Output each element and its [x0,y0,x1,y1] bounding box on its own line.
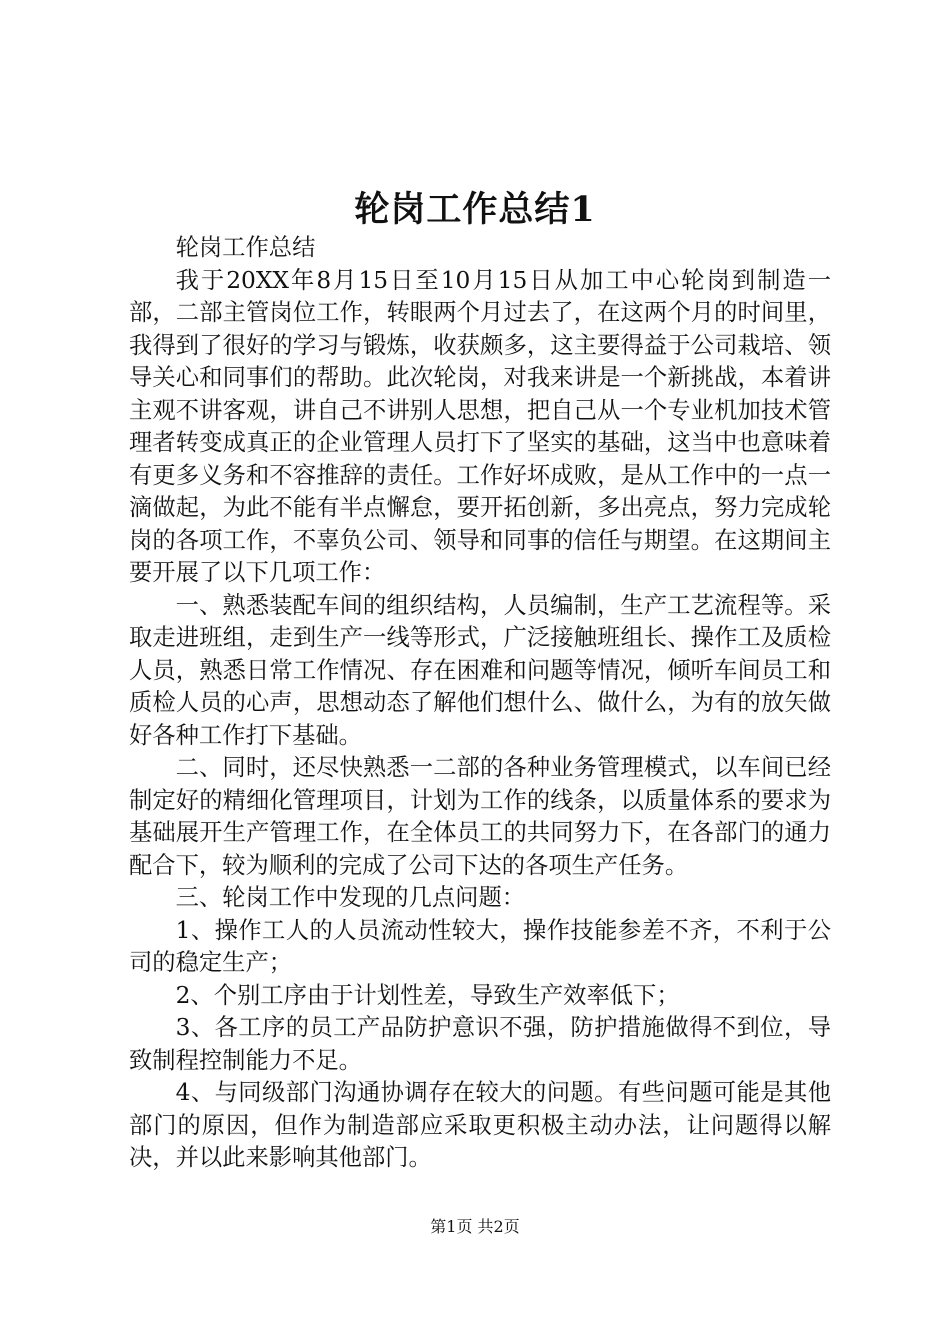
paragraph-issue-4: 4、与同级部门沟通协调存在较大的问题。有些问题可能是其他部门的原因，但作为制造部应采取更积极主动办法，让问题得以解决，并以此来影响其他部门。 [129,1079,831,1171]
paragraph-item-3: 三、轮岗工作中发现的几点问题： [175,884,526,911]
paragraph-heading: 轮岗工作总结 [175,234,316,261]
paragraph-issue-1: 1、操作工人的人员流动性较大，操作技能参差不齐，不利于公司的稳定生产； [129,916,831,976]
paragraph-item-1: 一、熟悉装配车间的组织结构，人员编制，生产工艺流程等。采取走进班组，走到生产一线等形式，广泛接触班组长、操作工及质检人员，熟悉日常工作情况、存在困难和问题等情况，倾听车间员工和质检人员的心声，思想动态了解他们想什么、做什么，为有的放矢做好各种工作打下基础。 [129,591,831,749]
paragraph-intro: 我于20XX年8月15日至10月15日从加工中心轮岗到制造一部，二部主管岗位工作，转眼两个月过去了，在这两个月的时间里，我得到了很好的学习与锻炼，收获颇多，这主要得益于公司栽培、领导关心和同事们的帮助。此次轮岗，对我来讲是一个新挑战，本着讲主观不讲客观，讲自己不讲别人思想，把自己从一个专业机加技术管理者转变成真正的企业管理人员打下了坚实的基础，这当中也意味着有更多义务和不容推辞的责任。工作好坏成败，是从工作中的一点一滴做起，为此不能有半点懈怠，要开拓创新，多出亮点，努力完成轮岗的各项工作，不辜负公司、领导和同事的信任与期望。在这期间主要开展了以下几项工作： [129,266,831,586]
paragraph-issue-2: 2、个别工序由于计划性差，导致生产效率低下； [175,981,680,1009]
page-footer: 第1页 共2页 [430,1217,520,1236]
document-title: 轮岗工作总结1 [354,189,596,230]
paragraph-issue-3: 3、各工序的员工产品防护意识不强，防护措施做得不到位，导致制程控制能力不足。 [129,1014,831,1074]
document-body [129,232,831,1175]
paragraph-item-2: 二、同时，还尽快熟悉一二部的各种业务管理模式，以车间已经制定好的精细化管理项目，计划为工作的线条，以质量体系的要求为基础展开生产管理工作，在全体员工的共同努力下，在各部门的通力配合下，较为顺利的完成了公司下达的各项生产任务。 [129,754,831,879]
